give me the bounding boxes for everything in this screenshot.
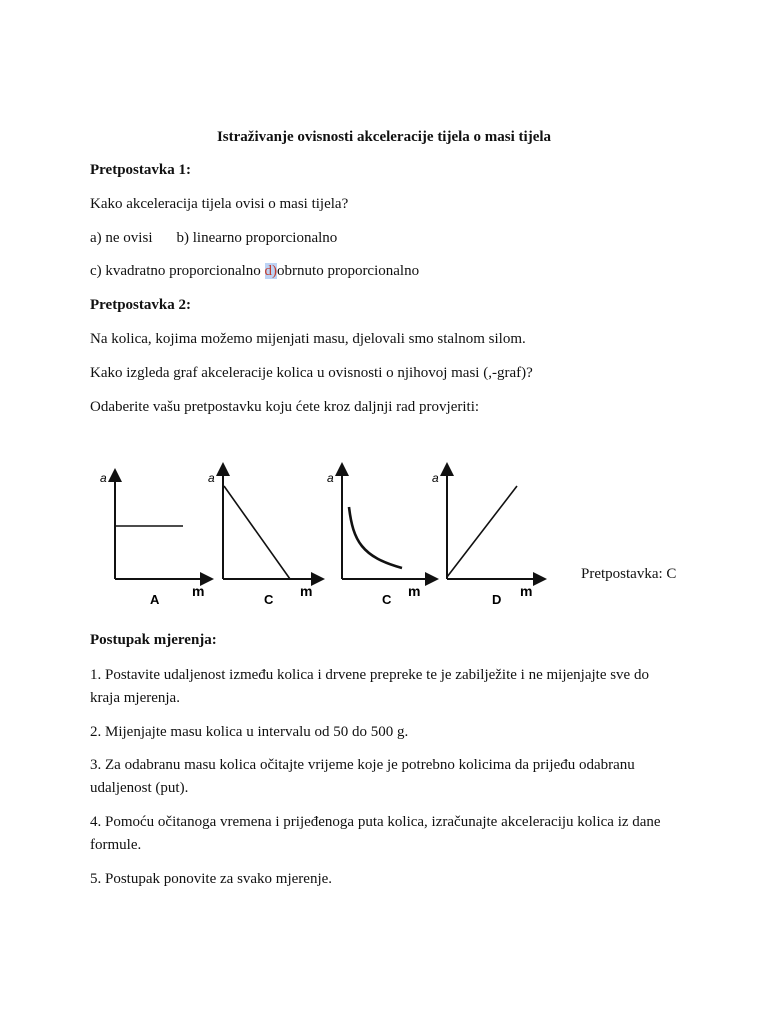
option-a: a) ne ovisi	[90, 230, 153, 246]
graph-a-y-label: a	[100, 471, 107, 485]
hypothesis-graphs	[0, 455, 768, 615]
graph-c-x-label: m	[408, 583, 421, 599]
graph-c-y-label: a	[327, 471, 334, 485]
graph-d-curve	[447, 486, 517, 577]
graph-a-x-label: m	[192, 583, 205, 599]
graph-d-letter: D	[492, 592, 502, 607]
hypothesis1-options-ab	[90, 229, 337, 247]
procedure-step1-line1: 1. Postavite udaljenost između kolica i drvene prepreke te je zabilježite i ne mijenjajte sve do	[90, 667, 649, 683]
procedure-step4-line1: 4. Pomoću očitanoga vremena i prijeđenoga puta kolica, izračunajte akceleraciju kolica iz dane	[90, 814, 661, 830]
graph-d-x-label: m	[520, 583, 533, 599]
option-d-letter-highlighted: d)	[264, 263, 278, 279]
procedure-step1-line2: kraja mjerenja.	[90, 690, 180, 706]
hypothesis1-options-cd	[90, 262, 419, 280]
graph-a-letter: A	[150, 592, 160, 607]
graph-c-curve	[349, 507, 402, 568]
document-title: Istraživanje ovisnosti akceleracije tijela o masi tijela	[216, 129, 552, 145]
graph-a	[100, 471, 207, 607]
graph-d-y-label: a	[432, 471, 439, 485]
graph-b-x-label: m	[300, 583, 313, 599]
procedure-step4-line2: formule.	[90, 837, 142, 853]
procedure-step3-line2: udaljenost (put).	[90, 780, 189, 796]
graph-b-letter: C	[264, 592, 274, 607]
hypothesis1-question: Kako akceleracija tijela ovisi o masi tijela?	[90, 196, 349, 212]
procedure-heading: Postupak mjerenja:	[90, 632, 217, 648]
hypothesis2-line1: Na kolica, kojima možemo mijenjati masu, djelovali smo stalnom silom.	[90, 331, 526, 347]
option-b: b) linearno proporcionalno	[176, 230, 338, 246]
graph-b	[208, 469, 318, 607]
selected-hypothesis: Pretpostavka: C	[581, 566, 677, 582]
graph-c	[327, 469, 432, 607]
procedure-step5: 5. Postupak ponovite za svako mjerenje.	[90, 871, 333, 887]
procedure-step3-line1: 3. Za odabranu masu kolica očitajte vrijeme koje je potrebno kolicima da prijeđu odabranu	[90, 757, 635, 773]
hypothesis2-line3: Odaberite vašu pretpostavku koju ćete kroz daljnji rad provjeriti:	[90, 399, 480, 415]
graph-d	[432, 469, 540, 607]
hypothesis1-heading: Pretpostavka 1:	[90, 162, 191, 178]
hypothesis2-line2: Kako izgleda graf akceleracije kolica u ovisnosti o njihovoj masi (,-graf)?	[90, 365, 533, 381]
graph-b-y-label: a	[208, 471, 215, 485]
option-d-text: obrnuto proporcionalno	[277, 263, 420, 279]
hypothesis2-heading: Pretpostavka 2:	[90, 297, 191, 313]
graph-c-letter: C	[382, 592, 392, 607]
option-c: c) kvadratno proporcionalno	[90, 263, 261, 279]
procedure-step2: 2. Mijenjajte masu kolica u intervalu od 50 do 500 g.	[90, 724, 409, 740]
graph-b-curve	[224, 486, 290, 579]
